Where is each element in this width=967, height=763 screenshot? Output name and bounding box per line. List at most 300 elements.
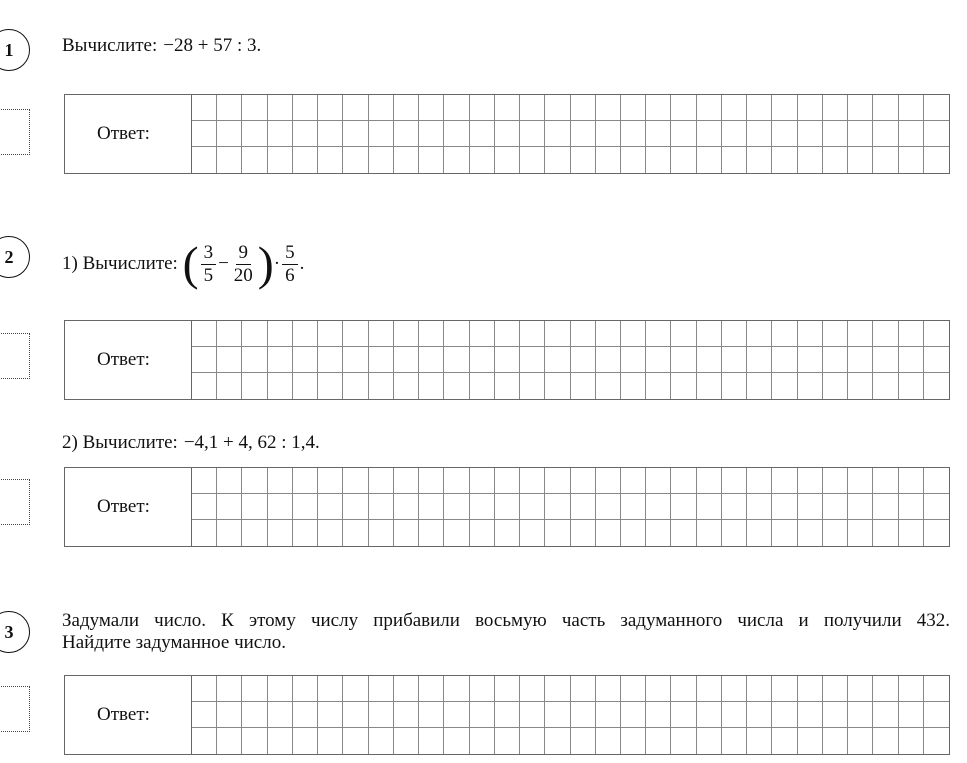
answer-cell[interactable] <box>823 347 848 373</box>
answer-cell[interactable] <box>394 702 419 728</box>
answer-cell[interactable] <box>798 147 823 173</box>
answer-cell[interactable] <box>293 121 318 147</box>
answer-cell[interactable] <box>545 95 570 121</box>
answer-cell[interactable] <box>293 321 318 347</box>
answer-cell[interactable] <box>848 321 873 347</box>
answer-cell[interactable] <box>899 728 924 754</box>
answer-cell[interactable] <box>772 95 797 121</box>
answer-cell[interactable] <box>823 468 848 494</box>
answer-cell[interactable] <box>470 728 495 754</box>
answer-cell[interactable] <box>192 321 217 347</box>
answer-cell[interactable] <box>848 468 873 494</box>
answer-cell[interactable] <box>242 373 267 399</box>
answer-cell[interactable] <box>343 676 368 702</box>
answer-cell[interactable] <box>318 373 343 399</box>
answer-cell[interactable] <box>798 728 823 754</box>
answer-cell[interactable] <box>495 147 520 173</box>
answer-cell[interactable] <box>747 676 772 702</box>
answer-cell[interactable] <box>873 520 898 546</box>
answer-cell[interactable] <box>571 702 596 728</box>
answer-cell[interactable] <box>268 373 293 399</box>
answer-cell[interactable] <box>444 702 469 728</box>
answer-cell[interactable] <box>873 702 898 728</box>
answer-cell[interactable] <box>419 321 444 347</box>
answer-box-2-1[interactable] <box>64 320 950 400</box>
answer-cell[interactable] <box>369 468 394 494</box>
answer-cell[interactable] <box>747 520 772 546</box>
answer-cell[interactable] <box>545 728 570 754</box>
answer-cell[interactable] <box>722 494 747 520</box>
answer-cell[interactable] <box>545 347 570 373</box>
answer-cell[interactable] <box>470 520 495 546</box>
answer-cell[interactable] <box>444 321 469 347</box>
answer-cell[interactable] <box>293 347 318 373</box>
answer-cell[interactable] <box>470 468 495 494</box>
answer-cell[interactable] <box>293 95 318 121</box>
answer-cell[interactable] <box>343 321 368 347</box>
answer-cell[interactable] <box>444 347 469 373</box>
answer-cell[interactable] <box>671 520 696 546</box>
answer-cell[interactable] <box>268 468 293 494</box>
answer-cell[interactable] <box>798 321 823 347</box>
answer-cell[interactable] <box>671 147 696 173</box>
answer-cell[interactable] <box>747 321 772 347</box>
answer-cell[interactable] <box>873 676 898 702</box>
answer-cell[interactable] <box>192 147 217 173</box>
answer-cell[interactable] <box>823 121 848 147</box>
answer-cell[interactable] <box>268 321 293 347</box>
answer-cell[interactable] <box>848 520 873 546</box>
answer-cell[interactable] <box>848 95 873 121</box>
answer-cell[interactable] <box>621 468 646 494</box>
answer-cell[interactable] <box>293 468 318 494</box>
answer-cell[interactable] <box>798 494 823 520</box>
answer-cell[interactable] <box>596 373 621 399</box>
answer-cell[interactable] <box>646 468 671 494</box>
answer-cell[interactable] <box>293 728 318 754</box>
answer-cell[interactable] <box>470 676 495 702</box>
answer-cell[interactable] <box>848 347 873 373</box>
answer-cell[interactable] <box>873 728 898 754</box>
answer-cell[interactable] <box>545 373 570 399</box>
answer-cell[interactable] <box>848 494 873 520</box>
answer-cell[interactable] <box>823 494 848 520</box>
answer-cell[interactable] <box>848 121 873 147</box>
answer-cell[interactable] <box>848 702 873 728</box>
answer-cell[interactable] <box>722 702 747 728</box>
answer-cell[interactable] <box>268 676 293 702</box>
answer-cell[interactable] <box>697 121 722 147</box>
answer-grid[interactable] <box>191 468 949 546</box>
answer-cell[interactable] <box>823 147 848 173</box>
answer-cell[interactable] <box>621 347 646 373</box>
answer-cell[interactable] <box>697 702 722 728</box>
answer-cell[interactable] <box>848 728 873 754</box>
answer-cell[interactable] <box>596 494 621 520</box>
answer-cell[interactable] <box>873 147 898 173</box>
answer-cell[interactable] <box>697 95 722 121</box>
answer-cell[interactable] <box>823 520 848 546</box>
answer-cell[interactable] <box>621 121 646 147</box>
answer-cell[interactable] <box>343 95 368 121</box>
answer-cell[interactable] <box>369 494 394 520</box>
answer-cell[interactable] <box>419 676 444 702</box>
answer-cell[interactable] <box>520 676 545 702</box>
answer-cell[interactable] <box>394 468 419 494</box>
answer-cell[interactable] <box>419 347 444 373</box>
answer-cell[interactable] <box>722 321 747 347</box>
answer-cell[interactable] <box>192 728 217 754</box>
answer-cell[interactable] <box>823 702 848 728</box>
answer-cell[interactable] <box>571 676 596 702</box>
answer-cell[interactable] <box>444 121 469 147</box>
answer-cell[interactable] <box>444 728 469 754</box>
answer-cell[interactable] <box>798 520 823 546</box>
answer-cell[interactable] <box>242 121 267 147</box>
answer-cell[interactable] <box>899 702 924 728</box>
answer-cell[interactable] <box>924 147 949 173</box>
answer-cell[interactable] <box>470 373 495 399</box>
answer-cell[interactable] <box>596 147 621 173</box>
answer-cell[interactable] <box>394 95 419 121</box>
answer-cell[interactable] <box>318 147 343 173</box>
answer-cell[interactable] <box>369 147 394 173</box>
answer-cell[interactable] <box>343 494 368 520</box>
answer-cell[interactable] <box>747 373 772 399</box>
answer-box-2-2[interactable] <box>64 467 950 547</box>
answer-cell[interactable] <box>192 676 217 702</box>
answer-cell[interactable] <box>621 520 646 546</box>
answer-cell[interactable] <box>419 494 444 520</box>
answer-cell[interactable] <box>217 321 242 347</box>
answer-cell[interactable] <box>520 728 545 754</box>
answer-cell[interactable] <box>369 702 394 728</box>
answer-cell[interactable] <box>318 520 343 546</box>
answer-cell[interactable] <box>520 520 545 546</box>
answer-cell[interactable] <box>369 347 394 373</box>
answer-cell[interactable] <box>924 676 949 702</box>
answer-cell[interactable] <box>848 147 873 173</box>
answer-cell[interactable] <box>697 494 722 520</box>
answer-cell[interactable] <box>571 373 596 399</box>
answer-cell[interactable] <box>192 373 217 399</box>
answer-cell[interactable] <box>747 702 772 728</box>
answer-cell[interactable] <box>520 121 545 147</box>
answer-cell[interactable] <box>873 494 898 520</box>
answer-cell[interactable] <box>470 494 495 520</box>
answer-cell[interactable] <box>823 95 848 121</box>
answer-cell[interactable] <box>545 520 570 546</box>
answer-cell[interactable] <box>798 702 823 728</box>
answer-cell[interactable] <box>444 468 469 494</box>
answer-cell[interactable] <box>671 373 696 399</box>
answer-cell[interactable] <box>899 347 924 373</box>
answer-cell[interactable] <box>697 147 722 173</box>
answer-cell[interactable] <box>899 321 924 347</box>
answer-cell[interactable] <box>747 347 772 373</box>
answer-cell[interactable] <box>444 520 469 546</box>
answer-cell[interactable] <box>571 347 596 373</box>
answer-cell[interactable] <box>596 702 621 728</box>
answer-cell[interactable] <box>571 494 596 520</box>
answer-cell[interactable] <box>823 321 848 347</box>
answer-cell[interactable] <box>495 702 520 728</box>
answer-cell[interactable] <box>470 702 495 728</box>
answer-cell[interactable] <box>495 728 520 754</box>
answer-cell[interactable] <box>722 468 747 494</box>
answer-cell[interactable] <box>924 702 949 728</box>
answer-cell[interactable] <box>596 520 621 546</box>
answer-cell[interactable] <box>798 676 823 702</box>
answer-cell[interactable] <box>419 702 444 728</box>
answer-cell[interactable] <box>217 147 242 173</box>
answer-cell[interactable] <box>217 728 242 754</box>
answer-cell[interactable] <box>242 347 267 373</box>
answer-cell[interactable] <box>268 95 293 121</box>
answer-cell[interactable] <box>394 147 419 173</box>
answer-cell[interactable] <box>192 121 217 147</box>
answer-cell[interactable] <box>242 95 267 121</box>
answer-cell[interactable] <box>722 347 747 373</box>
answer-cell[interactable] <box>343 347 368 373</box>
answer-cell[interactable] <box>848 676 873 702</box>
answer-cell[interactable] <box>217 121 242 147</box>
answer-cell[interactable] <box>545 494 570 520</box>
answer-cell[interactable] <box>545 702 570 728</box>
answer-cell[interactable] <box>419 728 444 754</box>
answer-cell[interactable] <box>873 95 898 121</box>
answer-cell[interactable] <box>621 676 646 702</box>
answer-cell[interactable] <box>242 321 267 347</box>
answer-cell[interactable] <box>772 147 797 173</box>
answer-cell[interactable] <box>924 95 949 121</box>
answer-cell[interactable] <box>722 95 747 121</box>
answer-cell[interactable] <box>293 373 318 399</box>
answer-cell[interactable] <box>772 347 797 373</box>
answer-cell[interactable] <box>217 520 242 546</box>
answer-cell[interactable] <box>268 121 293 147</box>
answer-cell[interactable] <box>470 347 495 373</box>
answer-cell[interactable] <box>621 321 646 347</box>
answer-cell[interactable] <box>646 676 671 702</box>
answer-cell[interactable] <box>671 702 696 728</box>
answer-cell[interactable] <box>242 147 267 173</box>
answer-cell[interactable] <box>747 147 772 173</box>
answer-cell[interactable] <box>873 468 898 494</box>
answer-cell[interactable] <box>899 121 924 147</box>
answer-cell[interactable] <box>747 95 772 121</box>
answer-cell[interactable] <box>545 468 570 494</box>
answer-cell[interactable] <box>747 121 772 147</box>
answer-cell[interactable] <box>848 373 873 399</box>
answer-cell[interactable] <box>646 728 671 754</box>
answer-cell[interactable] <box>318 121 343 147</box>
answer-cell[interactable] <box>697 373 722 399</box>
answer-cell[interactable] <box>495 468 520 494</box>
answer-cell[interactable] <box>268 520 293 546</box>
answer-cell[interactable] <box>192 520 217 546</box>
answer-cell[interactable] <box>596 347 621 373</box>
answer-cell[interactable] <box>646 147 671 173</box>
answer-cell[interactable] <box>419 147 444 173</box>
answer-cell[interactable] <box>369 373 394 399</box>
answer-cell[interactable] <box>293 520 318 546</box>
answer-cell[interactable] <box>394 373 419 399</box>
answer-cell[interactable] <box>671 676 696 702</box>
answer-cell[interactable] <box>343 728 368 754</box>
answer-cell[interactable] <box>596 468 621 494</box>
answer-cell[interactable] <box>571 121 596 147</box>
answer-cell[interactable] <box>394 494 419 520</box>
answer-cell[interactable] <box>444 373 469 399</box>
answer-cell[interactable] <box>495 95 520 121</box>
answer-grid[interactable] <box>191 95 949 173</box>
answer-cell[interactable] <box>697 520 722 546</box>
answer-cell[interactable] <box>596 321 621 347</box>
answer-cell[interactable] <box>268 147 293 173</box>
answer-cell[interactable] <box>369 95 394 121</box>
answer-cell[interactable] <box>343 520 368 546</box>
answer-cell[interactable] <box>369 676 394 702</box>
answer-cell[interactable] <box>646 321 671 347</box>
answer-cell[interactable] <box>470 321 495 347</box>
answer-cell[interactable] <box>545 676 570 702</box>
answer-grid[interactable] <box>191 676 949 754</box>
answer-cell[interactable] <box>571 468 596 494</box>
answer-cell[interactable] <box>394 321 419 347</box>
answer-cell[interactable] <box>899 95 924 121</box>
answer-cell[interactable] <box>242 676 267 702</box>
answer-cell[interactable] <box>394 121 419 147</box>
answer-cell[interactable] <box>924 494 949 520</box>
answer-cell[interactable] <box>747 494 772 520</box>
answer-cell[interactable] <box>924 373 949 399</box>
answer-cell[interactable] <box>293 494 318 520</box>
answer-cell[interactable] <box>217 373 242 399</box>
answer-cell[interactable] <box>697 321 722 347</box>
answer-cell[interactable] <box>520 321 545 347</box>
answer-cell[interactable] <box>924 520 949 546</box>
answer-cell[interactable] <box>217 702 242 728</box>
answer-cell[interactable] <box>899 468 924 494</box>
answer-cell[interactable] <box>924 468 949 494</box>
answer-cell[interactable] <box>899 147 924 173</box>
answer-cell[interactable] <box>318 347 343 373</box>
answer-cell[interactable] <box>747 468 772 494</box>
answer-cell[interactable] <box>899 373 924 399</box>
answer-cell[interactable] <box>545 121 570 147</box>
answer-cell[interactable] <box>571 321 596 347</box>
answer-cell[interactable] <box>192 494 217 520</box>
answer-cell[interactable] <box>268 728 293 754</box>
answer-cell[interactable] <box>318 676 343 702</box>
answer-box-3[interactable] <box>64 675 950 755</box>
answer-cell[interactable] <box>495 347 520 373</box>
answer-cell[interactable] <box>192 347 217 373</box>
answer-cell[interactable] <box>646 702 671 728</box>
answer-cell[interactable] <box>495 520 520 546</box>
answer-cell[interactable] <box>798 347 823 373</box>
answer-cell[interactable] <box>646 121 671 147</box>
answer-cell[interactable] <box>823 373 848 399</box>
answer-cell[interactable] <box>268 494 293 520</box>
answer-cell[interactable] <box>545 147 570 173</box>
answer-cell[interactable] <box>621 494 646 520</box>
answer-grid[interactable] <box>191 321 949 399</box>
answer-cell[interactable] <box>873 373 898 399</box>
answer-cell[interactable] <box>924 728 949 754</box>
answer-cell[interactable] <box>268 347 293 373</box>
answer-cell[interactable] <box>671 95 696 121</box>
answer-cell[interactable] <box>520 702 545 728</box>
answer-cell[interactable] <box>722 676 747 702</box>
answer-cell[interactable] <box>697 468 722 494</box>
answer-cell[interactable] <box>369 728 394 754</box>
answer-cell[interactable] <box>394 676 419 702</box>
answer-cell[interactable] <box>495 494 520 520</box>
answer-cell[interactable] <box>671 468 696 494</box>
answer-cell[interactable] <box>924 121 949 147</box>
answer-cell[interactable] <box>873 121 898 147</box>
answer-cell[interactable] <box>318 321 343 347</box>
answer-cell[interactable] <box>394 347 419 373</box>
answer-cell[interactable] <box>596 121 621 147</box>
answer-cell[interactable] <box>772 702 797 728</box>
answer-cell[interactable] <box>772 373 797 399</box>
answer-cell[interactable] <box>571 147 596 173</box>
answer-cell[interactable] <box>924 347 949 373</box>
answer-cell[interactable] <box>343 147 368 173</box>
answer-cell[interactable] <box>520 95 545 121</box>
answer-cell[interactable] <box>722 147 747 173</box>
answer-cell[interactable] <box>444 676 469 702</box>
answer-cell[interactable] <box>520 347 545 373</box>
answer-cell[interactable] <box>697 347 722 373</box>
answer-cell[interactable] <box>444 147 469 173</box>
answer-cell[interactable] <box>924 321 949 347</box>
answer-cell[interactable] <box>394 728 419 754</box>
answer-cell[interactable] <box>772 676 797 702</box>
answer-cell[interactable] <box>419 520 444 546</box>
answer-cell[interactable] <box>772 520 797 546</box>
answer-cell[interactable] <box>873 321 898 347</box>
answer-cell[interactable] <box>646 494 671 520</box>
answer-cell[interactable] <box>318 728 343 754</box>
answer-cell[interactable] <box>899 494 924 520</box>
answer-cell[interactable] <box>798 121 823 147</box>
answer-box-1[interactable] <box>64 94 950 174</box>
answer-cell[interactable] <box>722 728 747 754</box>
answer-cell[interactable] <box>596 676 621 702</box>
answer-cell[interactable] <box>242 520 267 546</box>
answer-cell[interactable] <box>520 373 545 399</box>
answer-cell[interactable] <box>545 321 570 347</box>
answer-cell[interactable] <box>646 373 671 399</box>
answer-cell[interactable] <box>419 468 444 494</box>
answer-cell[interactable] <box>318 494 343 520</box>
answer-cell[interactable] <box>268 702 293 728</box>
answer-cell[interactable] <box>823 728 848 754</box>
answer-cell[interactable] <box>671 347 696 373</box>
answer-cell[interactable] <box>318 702 343 728</box>
answer-cell[interactable] <box>621 147 646 173</box>
answer-cell[interactable] <box>621 373 646 399</box>
answer-cell[interactable] <box>520 468 545 494</box>
answer-cell[interactable] <box>697 728 722 754</box>
answer-cell[interactable] <box>697 676 722 702</box>
answer-cell[interactable] <box>899 676 924 702</box>
answer-cell[interactable] <box>470 95 495 121</box>
